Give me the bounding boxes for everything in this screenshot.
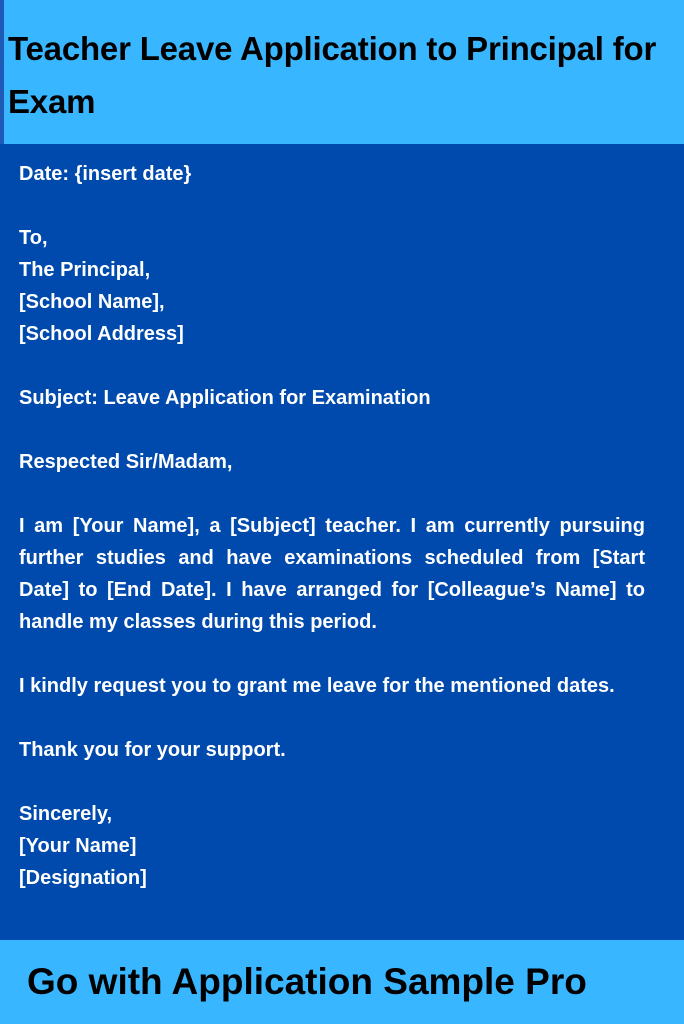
spacer — [19, 350, 645, 382]
spacer — [19, 414, 645, 446]
spacer — [19, 638, 645, 670]
letter-subject: Subject: Leave Application for Examination — [19, 387, 431, 409]
letter-closing: Sincerely, — [19, 803, 113, 825]
letter-sender-name: [Your Name] — [19, 835, 137, 857]
spacer — [19, 766, 645, 798]
letter-school-address: [School Address] — [19, 323, 184, 345]
letter-school-name: [School Name], — [19, 291, 165, 313]
spacer — [19, 190, 645, 222]
page-title: Teacher Leave Application to Principal for Exam — [8, 30, 657, 120]
spacer — [19, 478, 645, 510]
letter-recipient: The Principal, — [19, 259, 151, 281]
spacer — [19, 702, 645, 734]
letter-paragraph-1: I am [Your Name], a [Subject] teacher. I am currently pursuing further studies and have examinations scheduled from [Start Date] to [End Date]. I have arranged for [Colleague’s Name] to handle my classes during this period. — [19, 515, 645, 633]
footer-brand-text: Go with Application Sample Pro — [27, 961, 587, 1002]
letter-designation: [Designation] — [19, 867, 147, 889]
letter-date: Date: {insert date} — [19, 163, 192, 185]
letter-salutation: Respected Sir/Madam, — [19, 451, 233, 473]
footer-banner — [0, 940, 684, 1024]
letter-paragraph-2: I kindly request you to grant me leave for the mentioned dates. — [19, 675, 615, 697]
letter-thanks: Thank you for your support. — [19, 739, 286, 761]
header-banner — [0, 0, 684, 144]
letter-body — [19, 158, 645, 894]
letter-to: To, — [19, 227, 48, 249]
